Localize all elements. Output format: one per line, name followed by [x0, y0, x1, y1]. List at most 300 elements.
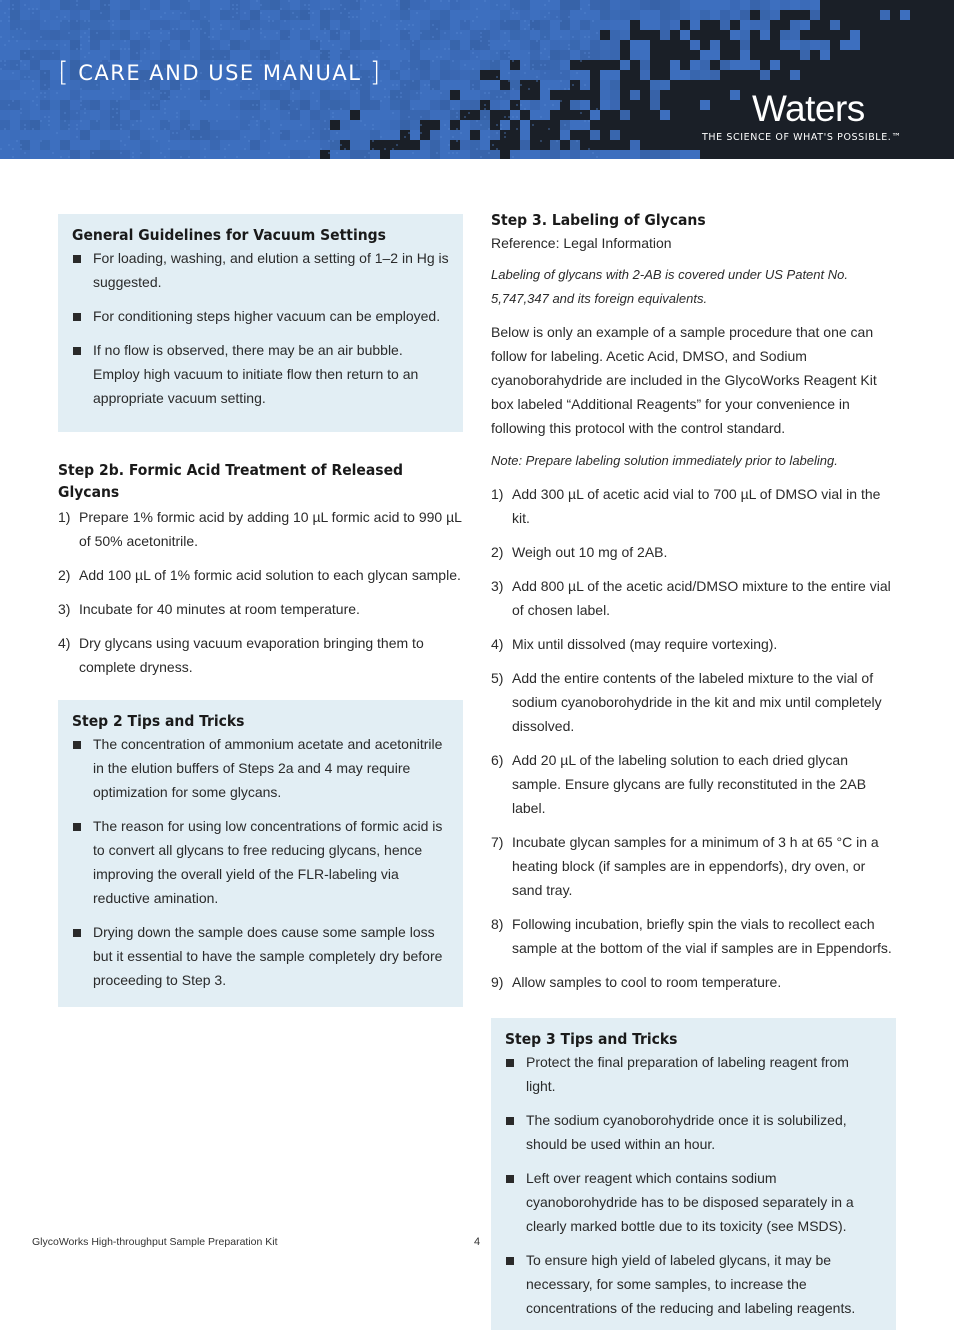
pixel-block [420, 20, 430, 30]
step2-tips-list [72, 732, 449, 992]
pixel-block [540, 30, 550, 40]
pixel-block [60, 90, 70, 100]
pixel-block [130, 0, 140, 10]
dither-dot [56, 132, 58, 134]
pixel-block [430, 40, 440, 50]
dither-dot [512, 60, 514, 62]
dither-dot [408, 68, 410, 70]
dither-dot [316, 36, 318, 38]
pixel-block [0, 30, 10, 40]
pixel-block [230, 140, 240, 150]
dither-dot [384, 148, 386, 150]
pixel-block [210, 90, 220, 100]
dither-dot [244, 136, 246, 138]
pixel-block [20, 10, 30, 20]
pixel-block [440, 90, 450, 100]
pixel-block [480, 50, 490, 60]
dither-dot [456, 152, 458, 154]
pixel-block [20, 50, 30, 60]
pixel-block [600, 0, 610, 10]
dither-dot [340, 4, 342, 6]
pixel-block [170, 120, 180, 130]
dither-dot [552, 104, 554, 106]
pixel-block [580, 40, 590, 50]
dither-dot [8, 144, 10, 146]
pixel-block [790, 70, 800, 80]
footer-title: GlycoWorks High-throughput Sample Preparation Kit [32, 1236, 278, 1248]
dither-dot [592, 152, 594, 154]
list-item: For conditioning steps higher vacuum can be employed. [72, 304, 449, 328]
pixel-block [120, 20, 130, 30]
dither-dot [156, 140, 158, 142]
pixel-block [680, 0, 690, 10]
pixel-block [490, 30, 500, 40]
dither-dot [500, 128, 502, 130]
dither-dot [176, 28, 178, 30]
pixel-block [250, 40, 260, 50]
pixel-block [300, 10, 310, 20]
step-text: Add the entire contents of the labeled mixture to the vial of sodium cyanoborohydride in the kit and mix until completely dissolved. [512, 670, 882, 734]
pixel-block [10, 70, 20, 80]
pixel-block [110, 40, 120, 50]
pixel-block [350, 0, 360, 10]
pixel-block [250, 20, 260, 30]
dither-dot [116, 124, 118, 126]
pixel-block [500, 10, 510, 20]
pixel-block [650, 10, 660, 20]
dither-dot [180, 12, 182, 14]
dither-dot [436, 56, 438, 58]
dither-dot [232, 28, 234, 30]
pixel-block [80, 0, 90, 10]
dither-dot [24, 64, 26, 66]
dither-dot [284, 20, 286, 22]
list-item [491, 482, 896, 530]
dither-dot [484, 0, 486, 2]
dither-dot [88, 40, 90, 42]
dither-dot [92, 152, 94, 154]
dither-dot [136, 32, 138, 34]
pixel-block [640, 40, 650, 50]
list-item: The sodium cyanoborohydride once it is solubilized, should be used within an hour. [505, 1108, 882, 1156]
pixel-block [660, 110, 670, 120]
dither-dot [188, 88, 190, 90]
dither-dot [188, 40, 190, 42]
dither-dot [108, 4, 110, 6]
pixel-block [10, 80, 20, 90]
pixel-block [430, 100, 440, 110]
dither-dot [32, 8, 34, 10]
dither-dot [540, 52, 542, 54]
pixel-block [140, 150, 150, 159]
pixel-block [430, 50, 440, 60]
step-text: Incubate glycan samples for a minimum of 3 h at 65 °C in a heating block (if samples are in eppendorfs), dry oven, or sand tray. [512, 834, 879, 898]
dither-dot [576, 72, 578, 74]
pixel-block [180, 140, 190, 150]
pixel-block [340, 120, 350, 130]
dither-dot [144, 48, 146, 50]
dither-dot [480, 40, 482, 42]
dither-dot [580, 8, 582, 10]
pixel-block [190, 0, 200, 10]
pixel-block [0, 130, 10, 140]
dither-dot [396, 144, 398, 146]
dither-dot [40, 92, 42, 94]
pixel-block [150, 100, 160, 110]
dither-dot [52, 152, 54, 154]
pixel-block [620, 60, 630, 70]
dither-dot [276, 52, 278, 54]
pixel-block [0, 90, 10, 100]
pixel-block [430, 30, 440, 40]
step-number: 1) [491, 486, 504, 502]
step2b-list [58, 505, 463, 679]
pixel-block [750, 60, 760, 70]
dither-dot [76, 48, 78, 50]
dither-dot [332, 140, 334, 142]
pixel-block [680, 70, 690, 80]
intro-paragraph: Below is only an example of a sample procedure that one can follow for labeling. Acetic Acid, DMSO, and Sodium cyanoborahydride are included in the GlycoWorks Reagent Kit box labeled “Additional Reagents” for your convenience in following this protocol with the control standard. [491, 324, 877, 436]
pixel-block [210, 100, 220, 110]
dither-dot [504, 52, 506, 54]
pixel-block [700, 50, 710, 60]
dither-dot [484, 104, 486, 106]
dither-dot [412, 40, 414, 42]
dither-dot [296, 140, 298, 142]
dither-dot [268, 128, 270, 130]
dither-dot [484, 108, 486, 110]
dither-dot [160, 28, 162, 30]
pixel-block [290, 10, 300, 20]
pixel-block [530, 100, 540, 110]
dither-dot [572, 84, 574, 86]
dither-dot [540, 116, 542, 118]
pixel-block [130, 120, 140, 130]
pixel-block [230, 20, 240, 30]
pixel-block [320, 130, 330, 140]
pixel-block [450, 0, 460, 10]
pixel-block [530, 60, 540, 70]
pixel-block [150, 0, 160, 10]
dither-dot [372, 148, 374, 150]
pixel-block [50, 110, 60, 120]
pixel-block [760, 30, 770, 40]
pixel-block [10, 10, 20, 20]
dither-dot [32, 12, 34, 14]
pixel-block [190, 100, 200, 110]
pixel-block [540, 90, 550, 100]
pixel-block [440, 110, 450, 120]
pixel-block [140, 30, 150, 40]
dither-dot [20, 144, 22, 146]
dither-dot [48, 124, 50, 126]
pixel-block [650, 20, 660, 30]
pixel-block [600, 20, 610, 30]
dither-dot [496, 124, 498, 126]
dither-dot [20, 60, 22, 62]
dither-dot [492, 144, 494, 146]
pixel-block [580, 100, 590, 110]
pixel-block [720, 20, 730, 30]
dither-dot [344, 8, 346, 10]
pixel-block [610, 0, 620, 10]
pixel-block [200, 90, 210, 100]
dither-dot [160, 16, 162, 18]
dither-dot [180, 156, 182, 158]
pixel-block [740, 10, 750, 20]
pixel-block [360, 90, 370, 100]
dither-dot [236, 116, 238, 118]
dither-dot [396, 0, 398, 2]
pixel-block [170, 10, 180, 20]
pixel-block [380, 10, 390, 20]
pixel-block [80, 90, 90, 100]
dither-dot [248, 140, 250, 142]
dither-dot [336, 32, 338, 34]
list-item: To ensure high yield of labeled glycans, it may be necessary, for some samples, to increase the concentrations of the reducing and labeling reagents. [505, 1248, 882, 1320]
dither-dot [176, 132, 178, 134]
pixel-block [400, 50, 410, 60]
dither-dot [440, 56, 442, 58]
dither-dot [588, 148, 590, 150]
pixel-block [540, 20, 550, 30]
pixel-block [340, 30, 350, 40]
pixel-block [410, 100, 420, 110]
dither-dot [232, 8, 234, 10]
pixel-block [210, 30, 220, 40]
pixel-block [290, 140, 300, 150]
dither-dot [364, 124, 366, 126]
dither-dot [328, 140, 330, 142]
dither-dot [372, 140, 374, 142]
pixel-block [350, 150, 360, 159]
dither-dot [120, 140, 122, 142]
dither-dot [480, 32, 482, 34]
pixel-block [10, 40, 20, 50]
dither-dot [112, 92, 114, 94]
pixel-block [220, 120, 230, 130]
pixel-block [40, 150, 50, 159]
dither-dot [496, 148, 498, 150]
dither-dot [212, 48, 214, 50]
pixel-block [500, 30, 510, 40]
list-item [58, 631, 463, 679]
dither-dot [224, 88, 226, 90]
dither-dot [8, 40, 10, 42]
dither-dot [512, 8, 514, 10]
dither-dot [220, 8, 222, 10]
dither-dot [12, 148, 14, 150]
dither-dot [444, 48, 446, 50]
dither-dot [32, 80, 34, 82]
step3-list [491, 482, 896, 994]
dither-dot [80, 44, 82, 46]
dither-dot [0, 60, 2, 62]
dither-dot [348, 32, 350, 34]
step-number: 2) [491, 544, 504, 560]
dither-dot [448, 152, 450, 154]
pixel-block [150, 150, 160, 159]
pixel-block [450, 50, 460, 60]
dither-dot [200, 28, 202, 30]
pixel-block [100, 110, 110, 120]
dither-dot [116, 112, 118, 114]
pixel-block [570, 0, 580, 10]
dither-dot [396, 4, 398, 6]
dither-dot [268, 20, 270, 22]
dither-dot [292, 88, 294, 90]
pixel-block [650, 90, 660, 100]
pixel-block [300, 110, 310, 120]
pixel-block [390, 0, 400, 10]
pixel-block [410, 120, 420, 130]
step-text: Dry glycans using vacuum evaporation bringing them to complete dryness. [79, 635, 424, 675]
dither-dot [68, 128, 70, 130]
pixel-block [390, 150, 400, 159]
pixel-block [330, 140, 340, 150]
dither-dot [472, 84, 474, 86]
pixel-block [460, 10, 470, 20]
dither-dot [180, 88, 182, 90]
pixel-block [410, 40, 420, 50]
pixel-block [150, 30, 160, 40]
pixel-block [470, 120, 480, 130]
pixel-block [290, 100, 300, 110]
pixel-block [590, 110, 600, 120]
pixel-block [560, 50, 570, 60]
pixel-block [420, 140, 430, 150]
dither-dot [8, 8, 10, 10]
dither-dot [496, 132, 498, 134]
pixel-block [730, 60, 740, 70]
pixel-block [180, 10, 190, 20]
pixel-block [500, 70, 510, 80]
dither-dot [456, 116, 458, 118]
dither-dot [128, 48, 130, 50]
pixel-block [40, 30, 50, 40]
pixel-block [210, 150, 220, 159]
pixel-block [510, 20, 520, 30]
pixel-block [230, 0, 240, 10]
pixel-block [20, 90, 30, 100]
pixel-block [30, 140, 40, 150]
pixel-block [580, 50, 590, 60]
dither-dot [192, 20, 194, 22]
dither-dot [224, 148, 226, 150]
pixel-block [740, 40, 750, 50]
pixel-block [190, 140, 200, 150]
pixel-block [390, 50, 400, 60]
pixel-block [550, 100, 560, 110]
dither-dot [80, 88, 82, 90]
pixel-block [520, 70, 530, 80]
dither-dot [84, 20, 86, 22]
dither-dot [164, 12, 166, 14]
step-number: 3) [58, 601, 71, 617]
pixel-block [210, 40, 220, 50]
pixel-block [540, 70, 550, 80]
pixel-block [120, 10, 130, 20]
dither-dot [216, 120, 218, 122]
pixel-block [420, 110, 430, 120]
pixel-block [30, 80, 40, 90]
pixel-block [810, 10, 820, 20]
pixel-block [470, 30, 480, 40]
dither-dot [588, 36, 590, 38]
dither-dot [332, 8, 334, 10]
dither-dot [240, 96, 242, 98]
pixel-block [370, 0, 380, 10]
pixel-block [0, 10, 10, 20]
dither-dot [288, 156, 290, 158]
dither-dot [48, 116, 50, 118]
step3-heading: Step 3. Labeling of Glycans [491, 211, 706, 229]
pixel-block [520, 150, 530, 159]
pixel-block [600, 80, 610, 90]
pixel-block [660, 10, 670, 20]
dither-dot [296, 108, 298, 110]
pixel-block [670, 150, 680, 159]
dither-dot [4, 60, 6, 62]
pixel-block [390, 130, 400, 140]
dither-dot [56, 16, 58, 18]
pixel-block [290, 40, 300, 50]
pixel-block [450, 10, 460, 20]
dither-dot [244, 12, 246, 14]
step-number: 5) [491, 670, 504, 686]
pixel-block [650, 150, 660, 159]
pixel-block [380, 110, 390, 120]
dither-dot [44, 72, 46, 74]
dither-dot [556, 140, 558, 142]
pixel-block [100, 150, 110, 159]
dither-dot [12, 100, 14, 102]
pixel-block [560, 30, 570, 40]
pixel-block [660, 30, 670, 40]
pixel-block [180, 100, 190, 110]
pixel-block [20, 30, 30, 40]
dither-dot [264, 140, 266, 142]
dither-dot [496, 52, 498, 54]
pixel-block [60, 30, 70, 40]
pixel-block [90, 130, 100, 140]
dither-dot [56, 92, 58, 94]
pixel-block [170, 20, 180, 30]
dither-dot [420, 132, 422, 134]
dither-dot [288, 0, 290, 2]
pixel-block [170, 100, 180, 110]
vacuum-guidelines-box [58, 214, 463, 432]
pixel-block [310, 10, 320, 20]
dither-dot [164, 112, 166, 114]
pixel-block [30, 130, 40, 140]
dither-dot [164, 100, 166, 102]
pixel-block [600, 50, 610, 60]
dither-dot [184, 96, 186, 98]
pixel-block [190, 20, 200, 30]
dither-dot [228, 144, 230, 146]
dither-dot [320, 52, 322, 54]
dither-dot [508, 80, 510, 82]
dither-dot [448, 128, 450, 130]
pixel-block [70, 40, 80, 50]
pixel-block [330, 40, 340, 50]
dither-dot [536, 40, 538, 42]
dither-dot [36, 104, 38, 106]
pixel-block [690, 20, 700, 30]
dither-dot [132, 124, 134, 126]
dither-dot [464, 116, 466, 118]
